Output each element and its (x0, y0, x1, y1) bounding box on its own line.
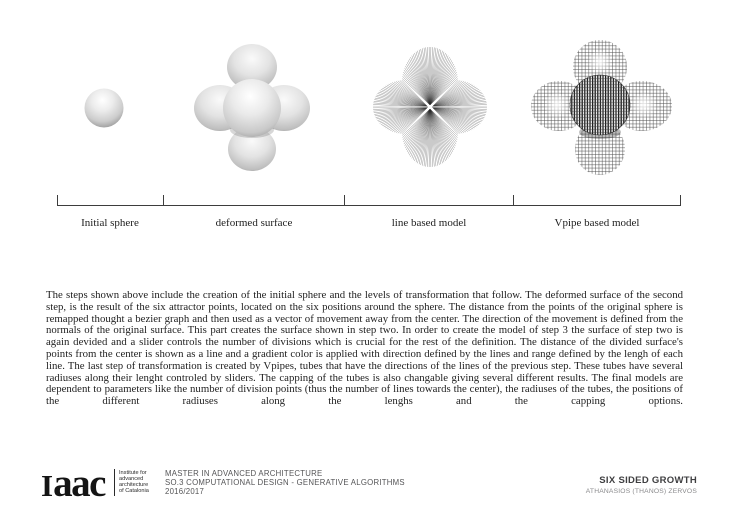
timeline-tick (680, 195, 681, 206)
timeline-tick (344, 195, 345, 206)
project-title: SIX SIDED GROWTH (599, 475, 697, 486)
label-vpipe-based-model: Vpipe based model (554, 217, 640, 229)
program-line-master: MASTER IN ADVANCED ARCHITECTURE (165, 469, 323, 478)
deformed-surface-figure (187, 38, 317, 178)
project-author: ATHANASIOS (THANOS) ZERVOS (585, 488, 697, 495)
timeline-tick (57, 195, 58, 206)
institute-line: of Catalonia (119, 488, 149, 495)
institute-line: architecture (119, 482, 149, 489)
timeline-axis (57, 205, 681, 206)
description-paragraph: The steps shown above include the creation of the initial sphere and the levels of transformation that follow. The deformed surface of the second step, is the result of the six attractor points, located on the six positions around the sphere. The distance from the points of the original sphere is remapped thought a bezier graph and then used as a vector of movement away from the center. The direction of the movement is defined from the normals of the original surface. This part creates the surface shown in step two. In order to create the model of step 3 the surface of step two is again devided and a slider controls the number of divisions which is crucial for the rest of the definition. The distance of the divided surface's points from the center is shown as a line and a gradient color is applied with direction defined by the lines and range defined by the lengh of each line. The last step of transformation is created by Vpipes, tubes that have the directions of the lines of the previous step. These tubes have several radiuses along their lenght controled by sliders. The capping of the tubes is also changable giving several different results. The final models are dependent to parameters like the number of division points (thus the number of lines towards the center), the radiuses of the tubes, the positions of the different radiuses along the lenghs and the capping options. (46, 289, 683, 408)
institute-line: advanced (119, 476, 144, 483)
timeline-tick (163, 195, 164, 206)
label-line-based-model: line based model (391, 217, 467, 229)
label-deformed-surface: deformed surface (215, 217, 293, 229)
iaac-logo (41, 461, 105, 506)
label-initial-sphere: Initial sphere (81, 217, 139, 229)
logo-divider (114, 469, 115, 496)
program-line-course: SO.3 COMPUTATIONAL DESIGN - GENERATIVE ALGORITHMS (165, 477, 405, 487)
iaac-logo-aac: aac (53, 462, 105, 505)
vpipe-based-model-figure (527, 35, 677, 177)
iaac-logo-i: I (41, 468, 54, 503)
timeline-tick (513, 195, 514, 206)
project-credits (586, 475, 697, 495)
program-line-year: 2016/2017 (165, 486, 205, 496)
institute-line: Institute for (119, 470, 147, 476)
institute-name (119, 470, 149, 494)
initial-sphere-figure (74, 78, 134, 138)
line-based-model-figure (365, 40, 495, 174)
program-info (165, 470, 405, 496)
